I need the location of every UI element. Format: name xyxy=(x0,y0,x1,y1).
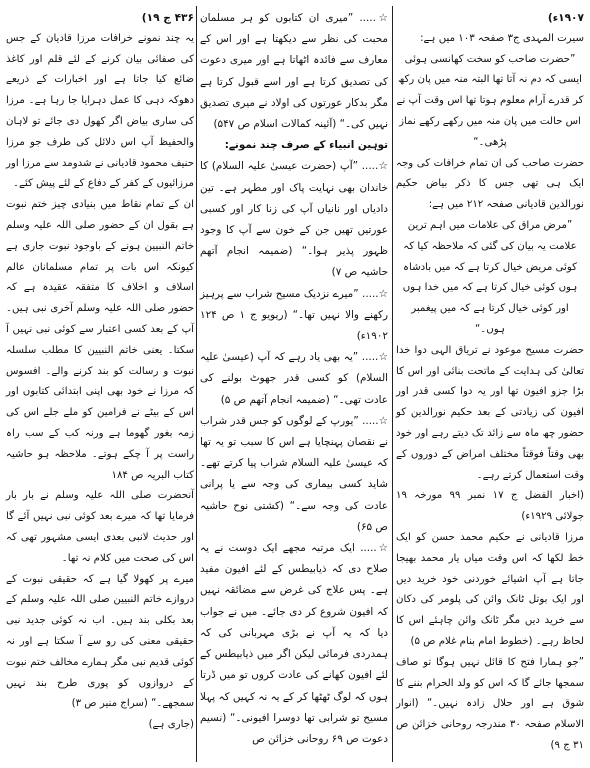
paragraph: حضرت مسیح موعود نے تریاق الہی دوا خدا تعالیٰ کی ہدایت کے ماتحت بنائی اور اس کا بڑا جزو افیون تھا اور یہ دوا کسی قدر اور افیون کی زیادتی کے بعد حکیم نورالدین کو حضور چھ ماہ سے زائد تک دیتے رہے اور خود بھی وقتاً فوقتاً مختلف امراض کے دوروں کے وقت استعمال کرتے رہے۔ xyxy=(396,344,584,481)
citation: (اخبار الفضل ج ۱۷ نمبر ۹۹ مورخہ ۱۹ جولائی ۱۹۲۹ء) xyxy=(396,490,584,523)
quotation: ”جو ہمارا فتح کا قائل نہیں ہوگا تو صاف سمجھا جائے گا کہ اس کو ولد الحرام بننے کا شوق ہے اور حلال زادہ نہیں۔“ (انوار الاسلام صفحہ ۳۰ مندرجہ روحانی خزائن ص ۳۱ ج ۹) xyxy=(396,656,585,751)
quotation: ☆..... ایک مرتبہ مجھے ایک دوست نے یہ صلاح دی کہ ذیابیطس کے لئے افیون مفید ہے۔ پس علاج کی غرض سے مضائقہ نہیں کہ افیون شروع کر دی جائے۔ میں نے جواب دیا کہ یہ آپ نے بڑی مہربانی کی کہ ہمدردی فرمائی لیکن اگر میں ذیابیطس کے لئے افیون کھانے کی عادت کروں تو میں ڈرتا ہوں کہ لوگ ٹھٹھا کر کے یہ نہ کہیں کہ پہلا مسیح تو شرابی تھا دوسرا افیونی۔“ (نسیم دعوت ص ۶۹ روحانی خزائن ص xyxy=(200,542,388,745)
paragraph: آنحضرت صلی اللہ علیہ وسلم نے بار بار فرمایا تھا کہ میرے بعد کوئی نبی نہیں آئے گا اور حدیث لانبی بعدی ایسی مشہور تھی کہ اس کی صحت میں کلام نہ تھا۔ xyxy=(6,490,194,564)
quotation: ”حضرت صاحب کو سخت کھانسی ہوئی ایسی کہ دم نہ آتا تھا البتہ منہ میں پان رکھ کر قدرے آرام معلوم ہوتا تھا اس وقت آپ نے اس حالت میں پان منہ میں رکھے رکھے نماز پڑھی۔“ xyxy=(396,53,584,148)
quotation: ☆..... ”میرے نزدیک مسیح شراب سے پرہیز رکھنے والا نہیں تھا۔“ (ریویو ج ۱ ص ۱۲۴ ۱۹۰۲ء) xyxy=(200,287,388,343)
paragraph: حضرت صاحب کی ان تمام خرافات کی وجہ ایک ہی تھی جس کا ذکر بیاض حکیم نورالدین قادیانی صفحہ ۲۱۲ میں ہے: xyxy=(396,157,584,211)
column-header xyxy=(396,8,584,29)
column-header xyxy=(6,8,194,29)
page-reference: ۱۹۰۷ء) xyxy=(547,12,584,24)
column-left xyxy=(6,8,194,736)
paragraph: یہ چند نمونے خرافات مرزا قادیان کے جس کی صفائی بیان کرنے کے لئے قلم اور کاغذ ضائع کیا جاتا ہے اور اخبارات کے ذریعے دھوکہ دہی کا عمل دہرایا جا رہا ہے۔ مرزا کی ساری بیاض اگر کھول دی جائے تو لاہان والحفیظ آپ اس دلائل کی طرف جو مرزا حنیف محمود قادیانی نے شدومد سے مرزا اور مرزائیوں کے کفر کے دفاع کے لئے پیش کئے۔ xyxy=(6,32,194,190)
column-divider xyxy=(392,6,393,762)
quotation: ”مرض مراق کی علامات میں اہم ترین علامت یہ بیان کی گئی کہ ملاحظہ کیا کہ کوئی مریض خیال کرتا ہے کہ میں بادشاہ ہوں کوئی خیال کرتا ہے کہ میں خدا ہوں اور کوئی خیال کرتا ہے کہ میں پیغمبر ہوں۔“ xyxy=(402,219,578,335)
quotation: ☆..... ”آپ (حضرت عیسیٰ علیہ السلام) کا خاندان بھی نہایت پاک اور مطہر ہے۔ تین دادیاں اور نانیاں آپ کی زنا کار اور کسبی عورتیں تھیں جن کے خون سے آپ کا وجود ظہور پذیر ہوا۔“ (ضمیمہ انجام آتھم حاشیہ ص ۷) xyxy=(200,160,388,279)
column-middle xyxy=(200,8,388,750)
column-right xyxy=(396,8,584,757)
paragraph: مرزا قادیانی نے حکیم محمد حسن کو ایک خط لکھا کہ اس وقت میاں یار محمد بھیجا جاتا ہے آپ اشیائے خوردنی خود خرید دیں اور ایک بوتل ٹانک وائن کی پلومر کی دکان سے خرید دیں مگر ٹانک وائن چاہئے اس کا لحاظ رہے۔ (خطوط امام بنام غلام ص ۵) xyxy=(396,531,584,647)
section-heading: توہین انبیاء کے صرف چند نمونے: xyxy=(224,139,388,152)
quotation: میرے پر کھولا گیا ہے کہ حقیقی نبوت کے دروازے خاتم النبیین صلی اللہ علیہ وسلم کے بعد بکلی بند ہیں۔ اب نہ کوئی جدید نبی حقیقی معنی کی رو سے آ سکتا ہے اور نہ کوئی قدیم نبی مگر ہمارے مخالف ختم نبوت کے دروازوں کو پوری طرح بند نہیں سمجھے۔“ (سراج منیر ص ۳) xyxy=(6,573,194,710)
page-reference: ۴۳۶ ج ۱۹) xyxy=(141,12,194,24)
quotation: ☆..... ”یورپ کے لوگوں کو جس قدر شراب نے نقصان پہنچایا ہے اس کا سبب تو یہ تھا کہ عیسیٰ علیہ السلام شراب پیا کرتے تھے۔ شاید کسی بیماری کی وجہ سے یا پرانی عادت کی وجہ سے۔“ (کشتی نوح حاشیہ ص ۶۵) xyxy=(200,414,388,533)
quotation: ☆..... ”یہ بھی یاد رہے کہ آپ (عیسیٰ علیہ السلام) کو کسی قدر جھوٹ بولنے کی عادت تھی۔“ (ضمیمہ انجام آتھم ص ۵) xyxy=(200,351,388,406)
continued-note: (جاری ہے) xyxy=(148,719,194,731)
paragraph: سیرت المہدی ج۳ صفحہ ۱۰۳ میں ہے: xyxy=(420,32,584,44)
column-divider xyxy=(196,6,197,762)
paragraph: ان کے تمام نقاط میں بنیادی چیز ختم نبوت ہے بقول ان کے حضور صلی اللہ علیہ وسلم خاتم النبیین ہونے کے باوجود نبوت جاری ہے کیونکہ اس بات پر تمام مسلمانان عالم اسلاف و اخلاف کا متفقہ عقیدہ ہے کہ حضور صلی اللہ علیہ وسلم آخری نبی ہیں۔ آپ کے بعد کسی اعتبار سے کوئی نبی نہیں آ سکتا۔ یعنی خاتم النبیین کا مطلب سلسلہ نبوت و رسالت کو بند کرنے والے۔ افسوس کہ مرزا نے خود بھی اپنی ابتدائی کتابوں اور اس کے بیٹے نے فرامین کو ملے جلے اس کی زمہ بغور گھوما ہے ورنہ کب کے سب راہ راست پر آ چکے ہوتے۔ ملاحظہ ہو حاشیہ کتاب البریہ ص ۱۸۴ xyxy=(6,199,194,481)
quotation: ☆..... ”میری ان کتابوں کو ہر مسلمان محبت کی نظر سے دیکھتا ہے اور اس کے معارف سے فائدہ اٹھاتا ہے اور میری دعوت کی تصدیق کرتا ہے اور اسے قبول کرتا ہے مگر بدکار عورتوں کی اولاد نے میری تصدیق نہیں کی۔“ (آئینہ کمالات اسلام ص ۵۴۷) xyxy=(200,12,388,131)
